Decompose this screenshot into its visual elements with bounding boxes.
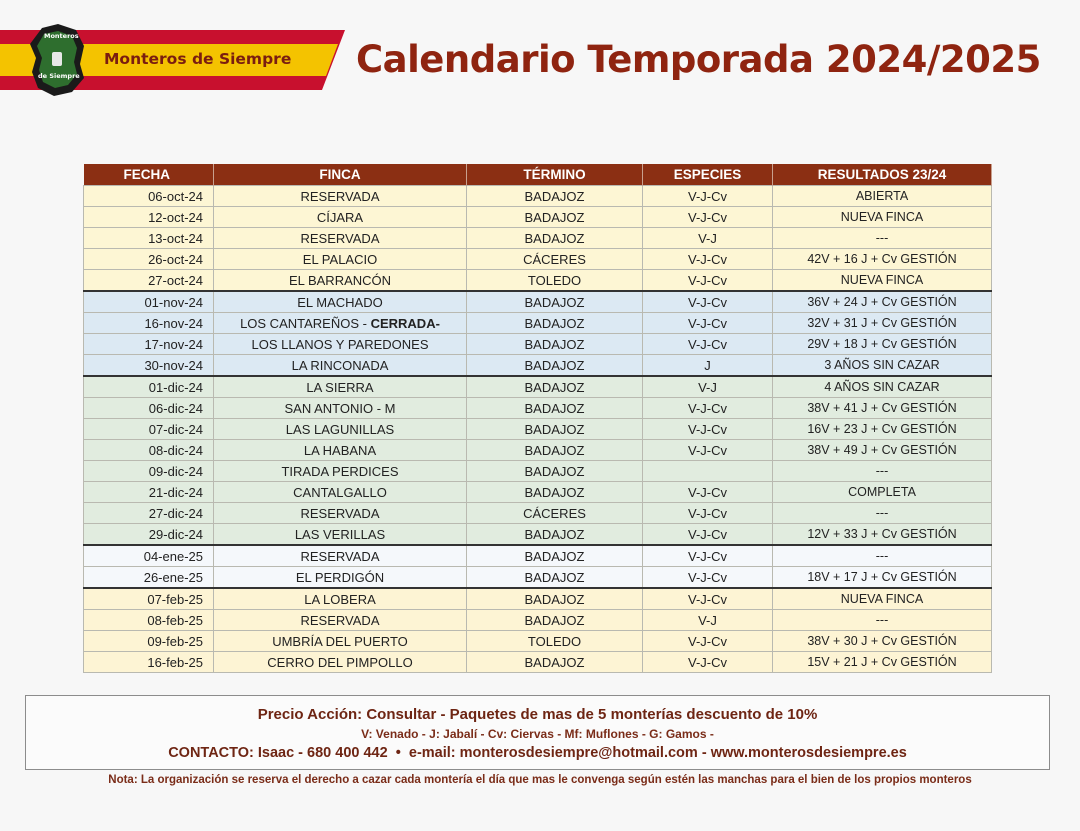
- cell-especies: J: [643, 355, 773, 377]
- cell-finca: LA SIERRA: [214, 376, 467, 398]
- cell-especies: V-J-Cv: [643, 334, 773, 355]
- table-row: [84, 249, 992, 270]
- finca-name: LOS CANTAREÑOS -: [240, 315, 367, 331]
- table-body: [84, 186, 992, 673]
- cell-termino: BADAJOZ: [467, 228, 643, 249]
- cell-especies: V-J: [643, 228, 773, 249]
- cell-resultados: ABIERTA: [773, 186, 992, 207]
- cell-termino: BADAJOZ: [467, 461, 643, 482]
- cell-fecha: 12-oct-24: [84, 207, 214, 228]
- cell-termino: BADAJOZ: [467, 652, 643, 673]
- cell-resultados: ---: [773, 228, 992, 249]
- cell-finca: RESERVADA: [214, 186, 467, 207]
- cell-fecha: 27-dic-24: [84, 503, 214, 524]
- cell-fecha: 29-dic-24: [84, 524, 214, 546]
- cell-finca: LA RINCONADA: [214, 355, 467, 377]
- cell-termino: TOLEDO: [467, 270, 643, 292]
- cell-resultados: 38V + 41 J + Cv GESTIÓN: [773, 398, 992, 419]
- cell-termino: BADAJOZ: [467, 545, 643, 567]
- table-row: [84, 376, 992, 398]
- table-row: [84, 228, 992, 249]
- cell-finca: LAS LAGUNILLAS: [214, 419, 467, 440]
- cell-especies: V-J-Cv: [643, 545, 773, 567]
- cell-resultados: 42V + 16 J + Cv GESTIÓN: [773, 249, 992, 270]
- cell-fecha: 06-dic-24: [84, 398, 214, 419]
- cell-termino: BADAJOZ: [467, 419, 643, 440]
- logo-text-top: Monteros: [44, 32, 79, 40]
- info-box: [25, 695, 1050, 770]
- table-row: [84, 652, 992, 673]
- cell-resultados: 38V + 30 J + Cv GESTIÓN: [773, 631, 992, 652]
- cell-finca: TIRADA PERDICES: [214, 461, 467, 482]
- cell-especies: V-J-Cv: [643, 419, 773, 440]
- cell-termino: BADAJOZ: [467, 376, 643, 398]
- cell-resultados: NUEVA FINCA: [773, 270, 992, 292]
- cell-especies: V-J-Cv: [643, 503, 773, 524]
- cell-especies: V-J-Cv: [643, 588, 773, 610]
- cell-especies: V-J-Cv: [643, 186, 773, 207]
- cell-especies: V-J-Cv: [643, 482, 773, 503]
- cell-fecha: 04-ene-25: [84, 545, 214, 567]
- cell-fecha: 13-oct-24: [84, 228, 214, 249]
- cell-resultados: 15V + 21 J + Cv GESTIÓN: [773, 652, 992, 673]
- cell-resultados: NUEVA FINCA: [773, 588, 992, 610]
- cell-especies: V-J-Cv: [643, 398, 773, 419]
- cell-finca: UMBRÍA DEL PUERTO: [214, 631, 467, 652]
- table-row: [84, 440, 992, 461]
- table-row: [84, 545, 992, 567]
- cell-especies: V-J-Cv: [643, 291, 773, 313]
- cell-especies: V-J-Cv: [643, 440, 773, 461]
- cell-finca: CERRO DEL PIMPOLLO: [214, 652, 467, 673]
- cell-fecha: 09-feb-25: [84, 631, 214, 652]
- cell-fecha: 01-dic-24: [84, 376, 214, 398]
- cell-finca: EL PALACIO: [214, 249, 467, 270]
- cell-especies: V-J-Cv: [643, 207, 773, 228]
- column-header-especies: ESPECIES: [643, 164, 773, 186]
- cell-especies: V-J: [643, 376, 773, 398]
- cell-resultados: NUEVA FINCA: [773, 207, 992, 228]
- cell-fecha: 08-dic-24: [84, 440, 214, 461]
- table-row: [84, 313, 992, 334]
- cell-finca: LOS LLANOS Y PAREDONES: [214, 334, 467, 355]
- cell-resultados: ---: [773, 610, 992, 631]
- cell-finca: RESERVADA: [214, 610, 467, 631]
- cell-fecha: 09-dic-24: [84, 461, 214, 482]
- table-row: [84, 631, 992, 652]
- cell-finca: LA LOBERA: [214, 588, 467, 610]
- cell-resultados: 16V + 23 J + Cv GESTIÓN: [773, 419, 992, 440]
- cell-termino: BADAJOZ: [467, 440, 643, 461]
- cell-resultados: 18V + 17 J + Cv GESTIÓN: [773, 567, 992, 589]
- column-header-termino: TÉRMINO: [467, 164, 643, 186]
- cell-termino: BADAJOZ: [467, 355, 643, 377]
- cell-fecha: 01-nov-24: [84, 291, 214, 313]
- table-row: [84, 270, 992, 292]
- cell-finca: SAN ANTONIO - M: [214, 398, 467, 419]
- cell-finca: [214, 313, 467, 334]
- cell-fecha: 08-feb-25: [84, 610, 214, 631]
- cell-resultados: ---: [773, 503, 992, 524]
- cell-finca: RESERVADA: [214, 228, 467, 249]
- website-link[interactable]: www.monterosdesiempre.es: [710, 745, 907, 761]
- cell-especies: V-J: [643, 610, 773, 631]
- cell-fecha: 16-feb-25: [84, 652, 214, 673]
- column-header-finca: FINCA: [214, 164, 467, 186]
- cell-finca: RESERVADA: [214, 545, 467, 567]
- cell-fecha: 26-ene-25: [84, 567, 214, 589]
- cell-fecha: 30-nov-24: [84, 355, 214, 377]
- cell-fecha: 07-dic-24: [84, 419, 214, 440]
- cell-resultados: 3 AÑOS SIN CAZAR: [773, 355, 992, 377]
- cell-termino: BADAJOZ: [467, 313, 643, 334]
- cell-especies: V-J-Cv: [643, 652, 773, 673]
- table-row: [84, 524, 992, 546]
- cell-finca: RESERVADA: [214, 503, 467, 524]
- table-row: [84, 291, 992, 313]
- table-header-row: [84, 164, 992, 186]
- cell-termino: BADAJOZ: [467, 610, 643, 631]
- contact-info: [26, 745, 1049, 761]
- page-title: Calendario Temporada 2024/2025: [356, 38, 1041, 81]
- table-row: [84, 355, 992, 377]
- cell-resultados: 38V + 49 J + Cv GESTIÓN: [773, 440, 992, 461]
- cell-especies: V-J-Cv: [643, 631, 773, 652]
- cell-termino: BADAJOZ: [467, 398, 643, 419]
- cell-finca: EL MACHADO: [214, 291, 467, 313]
- logo-text-bottom: de Siempre: [38, 72, 80, 80]
- cell-termino: CÁCERES: [467, 249, 643, 270]
- column-header-fecha: FECHA: [84, 164, 214, 186]
- table-row: [84, 419, 992, 440]
- cell-termino: BADAJOZ: [467, 186, 643, 207]
- cell-finca: EL PERDIGÓN: [214, 567, 467, 589]
- cell-termino: BADAJOZ: [467, 291, 643, 313]
- contact-phone: CONTACTO: Isaac - 680 400 442: [168, 745, 388, 761]
- cell-resultados: ---: [773, 545, 992, 567]
- cerrada-tag: CERRADA-: [370, 315, 440, 331]
- cell-termino: BADAJOZ: [467, 524, 643, 546]
- bullet-icon: •: [391, 745, 405, 761]
- cell-resultados: 29V + 18 J + Cv GESTIÓN: [773, 334, 992, 355]
- cell-termino: BADAJOZ: [467, 482, 643, 503]
- table-row: [84, 482, 992, 503]
- hunting-calendar-table: [83, 164, 992, 673]
- column-header-resultados: RESULTADOS 23/24: [773, 164, 992, 186]
- cell-fecha: 16-nov-24: [84, 313, 214, 334]
- table-row: [84, 461, 992, 482]
- species-legend: V: Venado - J: Jabalí - Cv: Ciervas - Mf: Muflones - G: Gamos -: [361, 727, 714, 741]
- cell-especies: [643, 461, 773, 482]
- cell-especies: V-J-Cv: [643, 249, 773, 270]
- table-row: [84, 567, 992, 589]
- cell-finca: EL BARRANCÓN: [214, 270, 467, 292]
- cell-especies: V-J-Cv: [643, 567, 773, 589]
- cell-resultados: COMPLETA: [773, 482, 992, 503]
- cell-termino: BADAJOZ: [467, 588, 643, 610]
- cell-fecha: 07-feb-25: [84, 588, 214, 610]
- table-row: [84, 398, 992, 419]
- cell-finca: CÍJARA: [214, 207, 467, 228]
- contact-separator: -: [701, 745, 707, 761]
- cell-fecha: 21-dic-24: [84, 482, 214, 503]
- cell-fecha: 26-oct-24: [84, 249, 214, 270]
- cell-finca: CANTALGALLO: [214, 482, 467, 503]
- cell-fecha: 06-oct-24: [84, 186, 214, 207]
- table-row: [84, 503, 992, 524]
- price-info: Precio Acción: Consultar - Paquetes de mas de 5 monterías descuento de 10%: [257, 706, 818, 723]
- cell-resultados: 32V + 31 J + Cv GESTIÓN: [773, 313, 992, 334]
- cell-finca: LA HABANA: [214, 440, 467, 461]
- cell-termino: TOLEDO: [467, 631, 643, 652]
- cell-termino: BADAJOZ: [467, 567, 643, 589]
- cell-termino: BADAJOZ: [467, 334, 643, 355]
- cell-finca: LAS VERILLAS: [214, 524, 467, 546]
- cell-especies: V-J-Cv: [643, 313, 773, 334]
- cell-resultados: 4 AÑOS SIN CAZAR: [773, 376, 992, 398]
- email-link[interactable]: monterosdesiempre@hotmail.com: [459, 745, 698, 761]
- cell-termino: CÁCERES: [467, 503, 643, 524]
- cell-resultados: 36V + 24 J + Cv GESTIÓN: [773, 291, 992, 313]
- cell-fecha: 17-nov-24: [84, 334, 214, 355]
- email-label: e-mail:: [408, 745, 456, 761]
- table-row: [84, 588, 992, 610]
- cell-resultados: 12V + 33 J + Cv GESTIÓN: [773, 524, 992, 546]
- cell-fecha: 27-oct-24: [84, 270, 214, 292]
- disclaimer-note: Nota: La organización se reserva el derecho a cazar cada montería el día que mas le convenga según estén las manchas para el bien de los propios monteros: [108, 774, 972, 786]
- table-row: [84, 334, 992, 355]
- table-row: [84, 610, 992, 631]
- cell-termino: BADAJOZ: [467, 207, 643, 228]
- cell-especies: V-J-Cv: [643, 270, 773, 292]
- cell-especies: V-J-Cv: [643, 524, 773, 546]
- table-row: [84, 207, 992, 228]
- brand-name: Monteros de Siempre: [104, 50, 292, 68]
- cell-resultados: ---: [773, 461, 992, 482]
- table-row: [84, 186, 992, 207]
